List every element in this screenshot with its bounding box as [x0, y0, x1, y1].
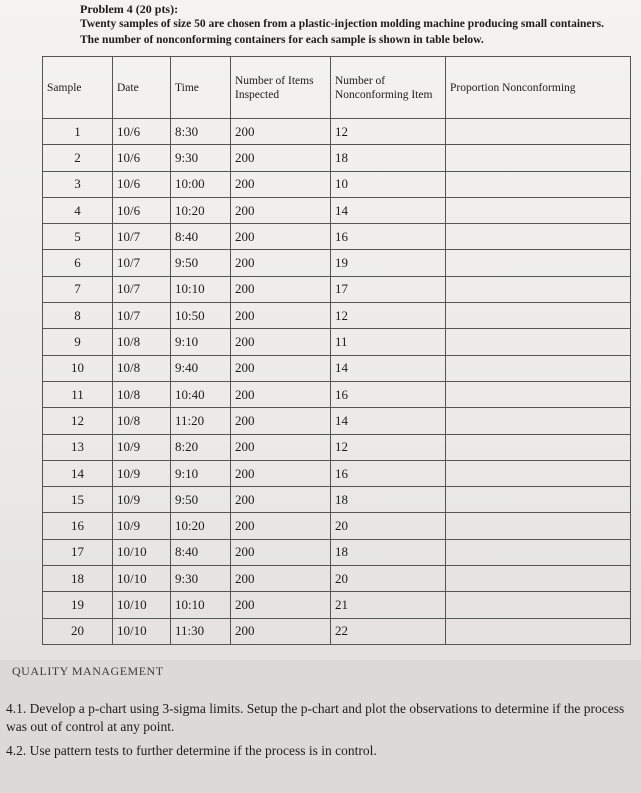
cell-date: 10/7 — [113, 303, 171, 329]
table-row — [43, 408, 631, 434]
cell-nonconforming: 12 — [331, 434, 446, 460]
cell-proportion — [446, 171, 631, 197]
table-row — [43, 592, 631, 618]
cell-items-inspected: 200 — [231, 250, 331, 276]
table-row — [43, 513, 631, 539]
cell-nonconforming: 16 — [331, 460, 446, 486]
cell-date: 10/9 — [113, 513, 171, 539]
cell-nonconforming: 16 — [331, 224, 446, 250]
cell-time: 10:00 — [171, 171, 231, 197]
cell-items-inspected: 200 — [231, 513, 331, 539]
cell-proportion — [446, 303, 631, 329]
cell-nonconforming: 21 — [331, 592, 446, 618]
cell-items-inspected: 200 — [231, 145, 331, 171]
cell-time: 10:50 — [171, 303, 231, 329]
cell-sample: 8 — [43, 303, 113, 329]
cell-date: 10/6 — [113, 197, 171, 223]
cell-nonconforming: 20 — [331, 513, 446, 539]
cell-sample: 15 — [43, 487, 113, 513]
cell-sample: 1 — [43, 119, 113, 145]
header-proportion: Proportion Nonconforming — [446, 57, 631, 119]
section-label: QUALITY MANAGEMENT — [12, 664, 164, 678]
cell-date: 10/7 — [113, 224, 171, 250]
cell-items-inspected: 200 — [231, 592, 331, 618]
table-row — [43, 618, 631, 644]
cell-nonconforming: 19 — [331, 250, 446, 276]
table-row — [43, 303, 631, 329]
cell-date: 10/6 — [113, 145, 171, 171]
header-nonconforming: Number of Nonconforming Item — [331, 57, 446, 119]
table-row — [43, 355, 631, 381]
cell-date: 10/10 — [113, 592, 171, 618]
cell-date: 10/8 — [113, 355, 171, 381]
cell-sample: 12 — [43, 408, 113, 434]
cell-sample: 19 — [43, 592, 113, 618]
cell-nonconforming: 18 — [331, 145, 446, 171]
header-date: Date — [113, 57, 171, 119]
cell-date: 10/9 — [113, 460, 171, 486]
table-row — [43, 539, 631, 565]
table-row — [43, 487, 631, 513]
cell-date: 10/6 — [113, 119, 171, 145]
cell-proportion — [446, 539, 631, 565]
cell-time: 9:50 — [171, 250, 231, 276]
cell-time: 9:50 — [171, 487, 231, 513]
cell-sample: 3 — [43, 171, 113, 197]
cell-proportion — [446, 434, 631, 460]
cell-proportion — [446, 355, 631, 381]
cell-sample: 6 — [43, 250, 113, 276]
cell-items-inspected: 200 — [231, 197, 331, 223]
cell-sample: 16 — [43, 513, 113, 539]
cell-items-inspected: 200 — [231, 434, 331, 460]
cell-nonconforming: 18 — [331, 539, 446, 565]
cell-nonconforming: 14 — [331, 355, 446, 381]
cell-sample: 10 — [43, 355, 113, 381]
cell-sample: 14 — [43, 460, 113, 486]
cell-proportion — [446, 408, 631, 434]
cell-sample: 7 — [43, 276, 113, 302]
cell-date: 10/9 — [113, 434, 171, 460]
header-items-inspected: Number of Items Inspected — [231, 57, 331, 119]
cell-proportion — [446, 276, 631, 302]
cell-proportion — [446, 618, 631, 644]
table-row — [43, 250, 631, 276]
question-4-1: 4.1. Develop a p-chart using 3-sigma limits. Setup the p-chart and plot the observations to determine if the process was out of control at any point. — [6, 701, 625, 734]
cell-items-inspected: 200 — [231, 487, 331, 513]
table-row — [43, 119, 631, 145]
cell-proportion — [446, 513, 631, 539]
cell-time: 11:20 — [171, 408, 231, 434]
problem-intro: Twenty samples of size 50 are chosen from a plastic-injection molding machine producing small containers. The number of nonconforming containers for each sample is shown in table below. — [80, 18, 604, 46]
cell-date: 10/7 — [113, 276, 171, 302]
cell-sample: 11 — [43, 381, 113, 407]
cell-time: 8:30 — [171, 119, 231, 145]
cell-time: 9:40 — [171, 355, 231, 381]
cell-time: 8:20 — [171, 434, 231, 460]
cell-sample: 9 — [43, 329, 113, 355]
cell-items-inspected: 200 — [231, 381, 331, 407]
table-row — [43, 224, 631, 250]
cell-time: 10:40 — [171, 381, 231, 407]
cell-items-inspected: 200 — [231, 618, 331, 644]
cell-date: 10/8 — [113, 408, 171, 434]
cell-items-inspected: 200 — [231, 460, 331, 486]
cell-nonconforming: 14 — [331, 408, 446, 434]
problem-title: Problem 4 (20 pts): — [80, 2, 179, 16]
cell-proportion — [446, 381, 631, 407]
table-row — [43, 145, 631, 171]
table-body — [43, 119, 631, 645]
cell-date: 10/10 — [113, 618, 171, 644]
cell-nonconforming: 10 — [331, 171, 446, 197]
cell-items-inspected: 200 — [231, 355, 331, 381]
cell-time: 9:30 — [171, 145, 231, 171]
cell-items-inspected: 200 — [231, 303, 331, 329]
cell-nonconforming: 16 — [331, 381, 446, 407]
cell-nonconforming: 14 — [331, 197, 446, 223]
cell-sample: 4 — [43, 197, 113, 223]
cell-items-inspected: 200 — [231, 119, 331, 145]
table-row — [43, 434, 631, 460]
table-row — [43, 171, 631, 197]
cell-items-inspected: 200 — [231, 224, 331, 250]
cell-sample: 2 — [43, 145, 113, 171]
cell-items-inspected: 200 — [231, 329, 331, 355]
cell-items-inspected: 200 — [231, 539, 331, 565]
table-row — [43, 276, 631, 302]
cell-items-inspected: 200 — [231, 566, 331, 592]
cell-proportion — [446, 197, 631, 223]
question-4-2: 4.2. Use pattern tests to further determine if the process is in control. — [6, 743, 377, 758]
cell-sample: 18 — [43, 566, 113, 592]
cell-nonconforming: 18 — [331, 487, 446, 513]
cell-date: 10/10 — [113, 539, 171, 565]
table-header-row — [43, 57, 631, 119]
cell-date: 10/6 — [113, 171, 171, 197]
table-row — [43, 197, 631, 223]
cell-time: 9:30 — [171, 566, 231, 592]
cell-nonconforming: 12 — [331, 303, 446, 329]
cell-proportion — [446, 460, 631, 486]
cell-proportion — [446, 145, 631, 171]
cell-items-inspected: 200 — [231, 408, 331, 434]
cell-items-inspected: 200 — [231, 171, 331, 197]
cell-proportion — [446, 487, 631, 513]
cell-time: 10:10 — [171, 276, 231, 302]
cell-date: 10/9 — [113, 487, 171, 513]
header-sample: Sample — [43, 57, 113, 119]
cell-date: 10/8 — [113, 329, 171, 355]
table-row — [43, 460, 631, 486]
cell-date: 10/7 — [113, 250, 171, 276]
cell-sample: 13 — [43, 434, 113, 460]
cell-date: 10/8 — [113, 381, 171, 407]
cell-time: 10:10 — [171, 592, 231, 618]
cell-time: 8:40 — [171, 224, 231, 250]
table-row — [43, 329, 631, 355]
cell-proportion — [446, 329, 631, 355]
cell-sample: 17 — [43, 539, 113, 565]
sample-data-table — [42, 56, 631, 645]
cell-time: 9:10 — [171, 329, 231, 355]
cell-date: 10/10 — [113, 566, 171, 592]
cell-time: 9:10 — [171, 460, 231, 486]
cell-sample: 20 — [43, 618, 113, 644]
header-time: Time — [171, 57, 231, 119]
cell-nonconforming: 11 — [331, 329, 446, 355]
cell-nonconforming: 22 — [331, 618, 446, 644]
cell-proportion — [446, 119, 631, 145]
cell-time: 10:20 — [171, 197, 231, 223]
cell-proportion — [446, 250, 631, 276]
cell-items-inspected: 200 — [231, 276, 331, 302]
table-row — [43, 566, 631, 592]
table-row — [43, 381, 631, 407]
cell-proportion — [446, 224, 631, 250]
cell-sample: 5 — [43, 224, 113, 250]
cell-proportion — [446, 592, 631, 618]
cell-nonconforming: 20 — [331, 566, 446, 592]
cell-time: 11:30 — [171, 618, 231, 644]
cell-nonconforming: 17 — [331, 276, 446, 302]
cell-time: 10:20 — [171, 513, 231, 539]
cell-nonconforming: 12 — [331, 119, 446, 145]
cell-proportion — [446, 566, 631, 592]
cell-time: 8:40 — [171, 539, 231, 565]
